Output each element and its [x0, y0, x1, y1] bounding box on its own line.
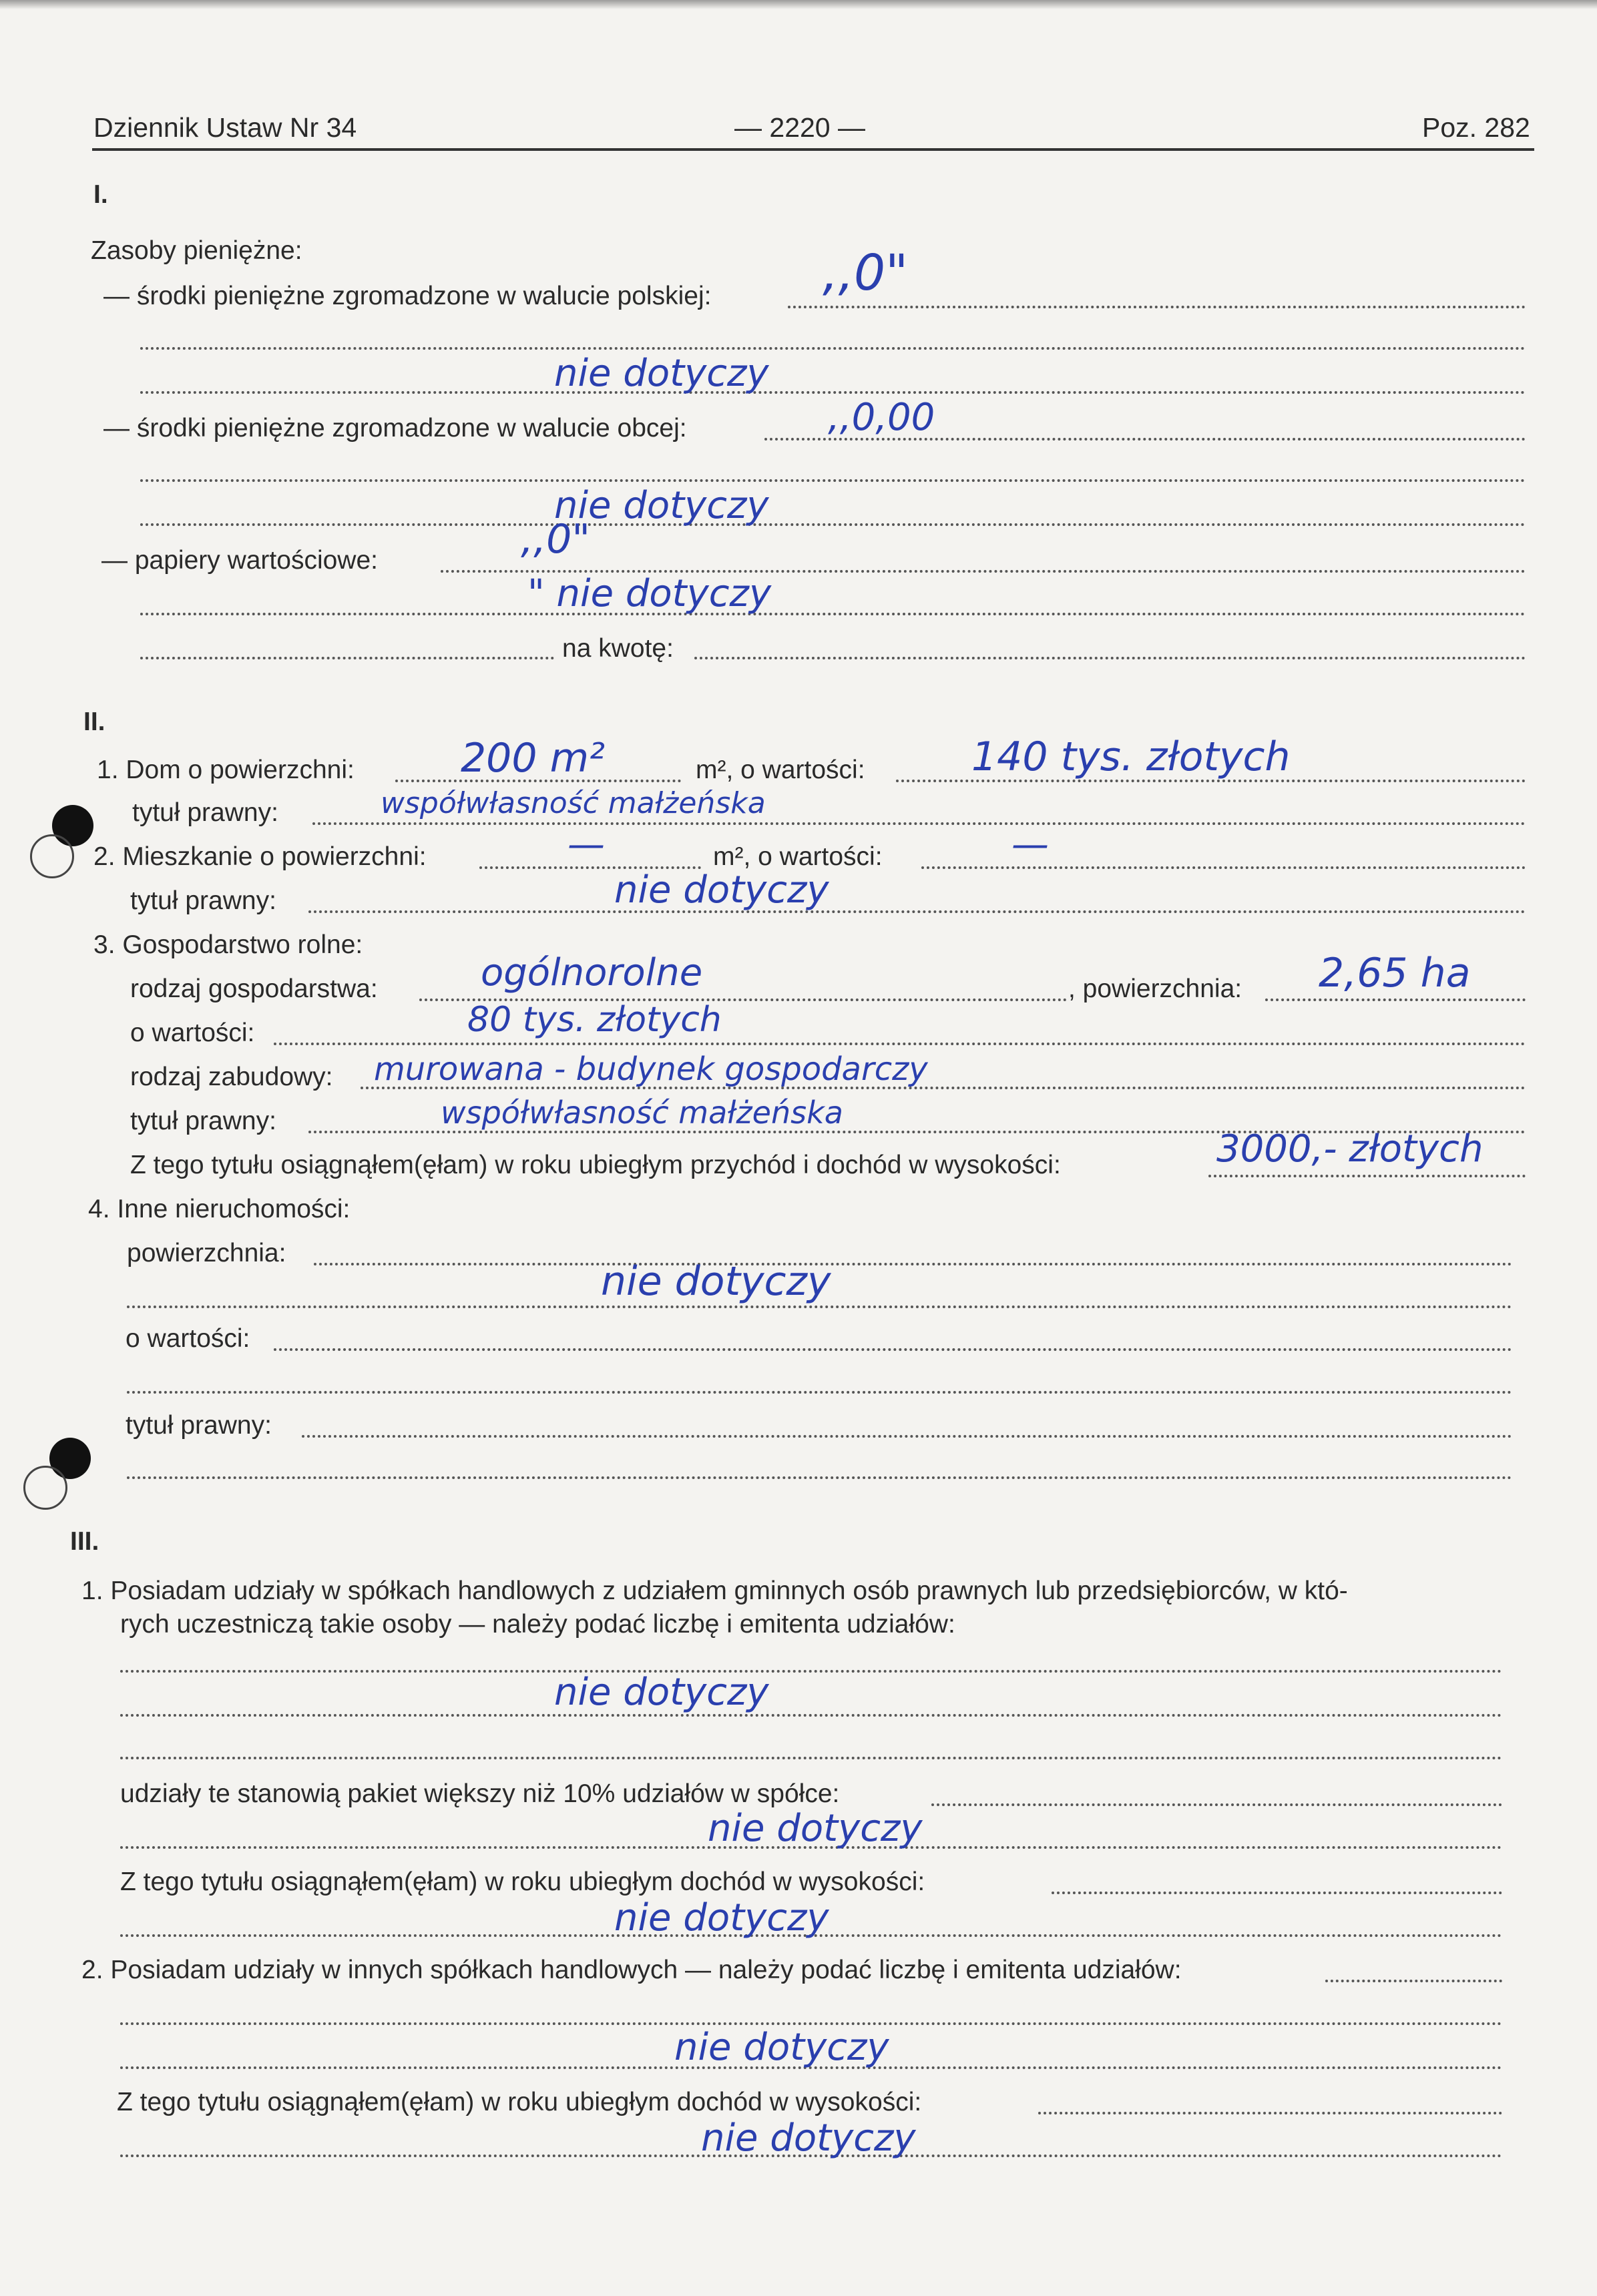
- section-2-number: II.: [83, 707, 105, 736]
- line-farm-income: [1208, 1175, 1526, 1177]
- line-farm-value: [274, 1043, 1526, 1045]
- label-pln-funds: — środki pieniężne zgromadzone w walucie polskiej:: [103, 282, 712, 310]
- label-securities: — papiery wartościowe:: [101, 546, 378, 575]
- label-house-value: m², o wartości:: [696, 756, 865, 784]
- hw-securities: ,,0": [521, 516, 590, 563]
- hw-farm-type: ogólnorolne: [481, 951, 703, 994]
- line-shares-income: [1052, 1892, 1502, 1894]
- hw-farm-buildings: murowana - budynek gospodarczy: [374, 1051, 928, 1088]
- section-1-title: Zasoby pieniężne:: [91, 236, 302, 265]
- label-farm-type: rodzaj gospodarstwa:: [130, 974, 378, 1003]
- label-flat: 2. Mieszkanie o powierzchni:: [93, 842, 427, 871]
- label-farm-area: , powierzchnia:: [1068, 974, 1242, 1003]
- scan-edge-shadow: [0, 0, 1597, 9]
- line-house-title: [312, 822, 1526, 825]
- line-farm-area: [1265, 998, 1526, 1001]
- label-other-value: o wartości:: [126, 1324, 250, 1353]
- label-farm-income: Z tego tytułu osiągnąłem(ęłam) w roku ubiegłym przychód i dochód w wysokości:: [130, 1151, 1061, 1179]
- line-other-area-2: [127, 1306, 1512, 1308]
- hw-pln: ,,0": [823, 244, 909, 302]
- line-foreign-3: [140, 523, 1526, 526]
- label-shares-2: 2. Posiadam udziały w innych spółkach handlowych — należy podać liczbę i emitenta udziałów:: [81, 1956, 1182, 1984]
- hw-flat-area: —: [567, 823, 605, 866]
- label-foreign-funds: — środki pieniężne zgromadzone w walucie obcej:: [103, 414, 687, 443]
- section-1-number: I.: [93, 180, 108, 209]
- hw-foreign: ,,0,00: [828, 396, 935, 439]
- hw-shares-2-income: nie dotyczy: [701, 2116, 916, 2160]
- hw-farm-area: 2,65 ha: [1319, 950, 1471, 996]
- hw-house-area: 200 m²: [461, 735, 606, 782]
- line-flat-title: [308, 910, 1526, 913]
- journal-name: Dziennik Ustaw Nr 34: [93, 112, 357, 143]
- page-number: — 2220 —: [734, 112, 865, 143]
- line-shares-2-a: [1325, 1980, 1502, 1982]
- line-foreign-2: [140, 479, 1526, 482]
- label-other-title: tytuł prawny:: [126, 1411, 272, 1440]
- hw-shares-income: nie dotyczy: [614, 1896, 829, 1940]
- hw-flat-value: —: [1011, 823, 1049, 866]
- header-rule: [92, 148, 1534, 151]
- line-pln-3: [140, 391, 1526, 394]
- line-amount-pre: [140, 657, 554, 659]
- line-shares-2-b: [120, 2022, 1502, 2025]
- label-farm: 3. Gospodarstwo rolne:: [93, 930, 363, 959]
- hw-house-title: współwłasność małżeńska: [381, 786, 766, 820]
- section-3-number: III.: [70, 1527, 99, 1556]
- label-house: 1. Dom o powierzchni:: [97, 756, 355, 784]
- line-shares-3: [120, 1757, 1502, 1759]
- punch-ring-top: [30, 834, 74, 878]
- label-flat-value: m², o wartości:: [713, 842, 883, 871]
- label-shares-2-income: Z tego tytułu osiągnąłem(ęłam) w roku ubiegłym dochód w wysokości:: [117, 2088, 922, 2116]
- label-farm-title: tytuł prawny:: [130, 1107, 276, 1135]
- label-other-real-estate: 4. Inne nieruchomości:: [88, 1195, 351, 1223]
- punch-ring-bottom: [23, 1466, 67, 1510]
- label-farm-value: o wartości:: [130, 1019, 255, 1047]
- hw-pln-2: nie dotyczy: [554, 352, 769, 395]
- line-amount: [694, 657, 1526, 659]
- line-other-title-2: [127, 1476, 1512, 1479]
- line-flat-value: [921, 866, 1526, 869]
- line-shares-1: [120, 1670, 1502, 1673]
- line-shares-2-income: [1038, 2112, 1502, 2114]
- label-shares-1b: rych uczestniczą takie osoby — należy podać liczbę i emitenta udziałów:: [120, 1610, 955, 1639]
- line-other-value: [274, 1348, 1512, 1351]
- hw-farm-income: 3000,- złotych: [1216, 1127, 1484, 1171]
- line-other-value-2: [127, 1391, 1512, 1394]
- hw-securities-2: " nie dotyczy: [527, 572, 772, 615]
- label-shares-1a: 1. Posiadam udziały w spółkach handlowych z udziałem gminnych osób prawnych lub przedsiębiorców, w któ-: [81, 1576, 1348, 1605]
- label-flat-title: tytuł prawny:: [130, 886, 276, 915]
- line-pln: [788, 306, 1526, 308]
- label-house-title: tytuł prawny:: [132, 798, 278, 827]
- label-farm-buildings: rodzaj zabudowy:: [130, 1063, 333, 1091]
- hw-foreign-2: nie dotyczy: [554, 484, 769, 527]
- label-shares-income: Z tego tytułu osiągnąłem(ęłam) w roku ubiegłym dochód w wysokości:: [120, 1868, 925, 1896]
- label-other-area: powierzchnia:: [127, 1239, 286, 1267]
- line-pln-2: [140, 347, 1526, 350]
- hw-flat-title: nie dotyczy: [614, 868, 829, 912]
- line-securities-2: [140, 613, 1526, 615]
- line-other-title: [302, 1435, 1512, 1438]
- hw-farm-title: współwłasność małżeńska: [441, 1095, 843, 1131]
- position-number: Poz. 282: [1422, 112, 1530, 143]
- hw-package: nie dotyczy: [708, 1807, 923, 1850]
- hw-shares-1: nie dotyczy: [554, 1671, 769, 1714]
- line-package: [931, 1803, 1502, 1806]
- line-other-area: [314, 1263, 1512, 1265]
- hw-farm-value: 80 tys. złotych: [467, 1000, 722, 1040]
- hw-house-value: 140 tys. złotych: [971, 734, 1291, 780]
- label-package: udziały te stanowią pakiet większy niż 10% udziałów w spółce:: [120, 1779, 840, 1808]
- label-amount: na kwotę:: [562, 634, 674, 663]
- hw-other: nie dotyczy: [601, 1258, 831, 1305]
- line-shares-2: [120, 1714, 1502, 1717]
- hw-shares-2: nie dotyczy: [674, 2026, 889, 2069]
